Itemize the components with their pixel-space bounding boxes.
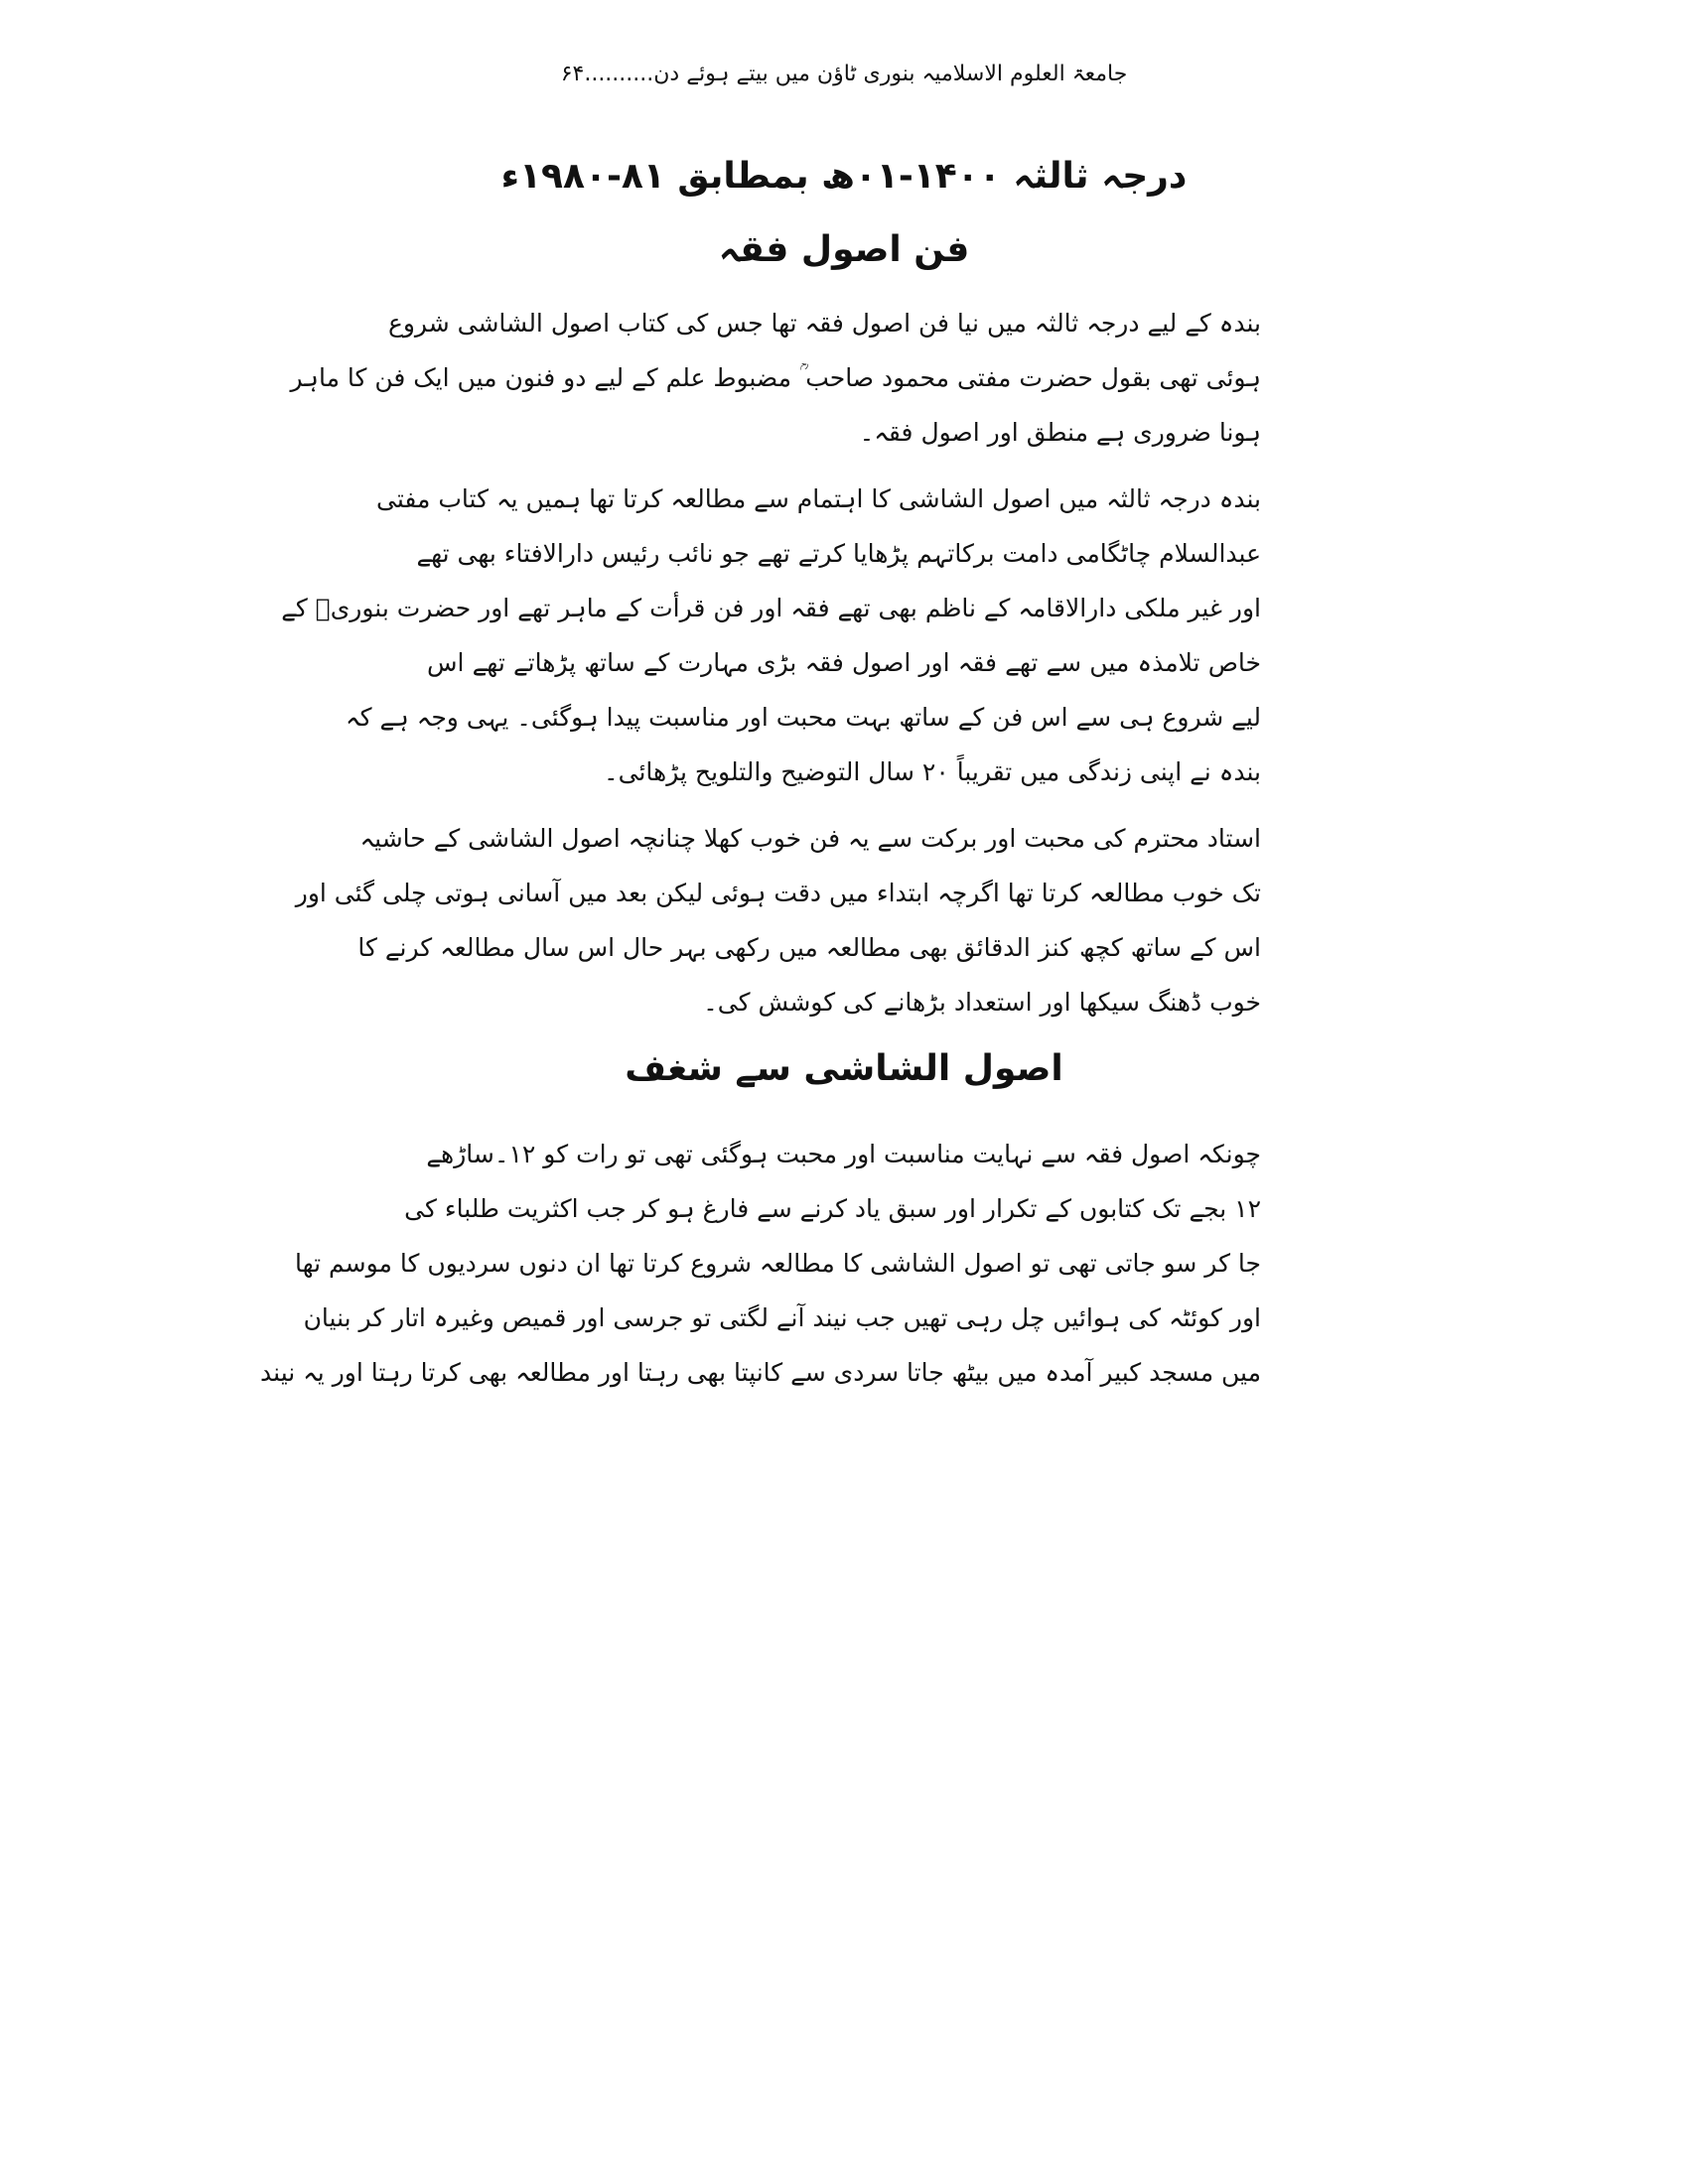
paragraph-line: ہونا ضروری ہے منطق اور اصول فقہ۔ xyxy=(859,418,1261,447)
paragraph-line: بندہ کے لیے درجہ ثالثہ میں نیا فن اصول فقہ تھا جس کی کتاب اصول الشاشی شروع xyxy=(387,309,1261,338)
paragraph-4 xyxy=(260,1127,1261,1400)
paragraph-line: میں مسجد کبیر آمدہ میں بیٹھ جاتا سردی سے کانپتا بھی رہتا اور مطالعہ بھی کرتا رہتا اور یہ نیند xyxy=(260,1358,1261,1387)
paragraph-3 xyxy=(295,811,1261,1029)
paragraph-1 xyxy=(290,296,1261,460)
paragraph-line: عبدالسلام چاٹگامی دامت برکاتہم پڑھایا کرتے تھے جو نائب رئیس دارالافتاء بھی تھے xyxy=(416,539,1261,568)
paragraph-line: جا کر سو جاتی تھی تو اصول الشاشی کا مطالعہ شروع کرتا تھا ان دنوں سردیوں کا موسم تھا xyxy=(295,1249,1261,1278)
paragraph-line: اور غیر ملکی دارالاقامہ کے ناظم بھی تھے فقہ اور فن قرأت کے ماہر تھے اور حضرت بنوریؒ کے xyxy=(281,594,1261,622)
paragraph-line: اور کوئٹہ کی ہوائیں چل رہی تھیں جب نیند آنے لگتی تو جرسی اور قمیص وغیرہ اتار کر بنیان xyxy=(303,1303,1261,1332)
paragraph-line: بندہ نے اپنی زندگی میں تقریباً ۲۰ سال التوضیح والتلویح پڑھائی۔ xyxy=(603,757,1261,786)
chapter-heading: درجہ ثالثہ ۱۴۰۰-۰۱ھ بمطابق ۸۱-۱۹۸۰ء xyxy=(500,156,1188,197)
section-heading-usul-shashi: اصول الشاشی سے شغف xyxy=(625,1048,1063,1089)
document-page xyxy=(260,55,1261,1412)
paragraph-line: خوب ڈھنگ سیکھا اور استعداد بڑھانے کی کوشش کی۔ xyxy=(703,988,1261,1017)
paragraph-line: بندہ درجہ ثالثہ میں اصول الشاشی کا اہتمام سے مطالعہ کرتا تھا ہمیں یہ کتاب مفتی xyxy=(376,484,1261,513)
paragraph-line: خاص تلامذہ میں سے تھے فقہ اور اصول فقہ بڑی مہارت کے ساتھ پڑھاتے تھے اس xyxy=(427,648,1261,677)
paragraph-line: اس کے ساتھ کچھ کنز الدقائق بھی مطالعہ میں رکھی بہر حال اس سال مطالعہ کرنے کا xyxy=(357,933,1261,962)
running-header: جامعۃ العلوم الاسلامیہ بنوری ٹاؤن میں بیتے ہوئے دن..........۶۴ xyxy=(560,62,1128,86)
paragraph-line: ۱۲ بجے تک کتابوں کے تکرار اور سبق یاد کرنے سے فارغ ہو کر جب اکثریت طلباء کی xyxy=(404,1194,1261,1223)
paragraph-line: ہوئی تھی بقول حضرت مفتی محمود صاحب ؒ مضبوط علم کے لیے دو فنون میں ایک فن کا ماہر xyxy=(290,363,1261,392)
section-heading-usul-fiqh: فن اصول فقہ xyxy=(718,229,970,270)
paragraph-line: تک خوب مطالعہ کرتا تھا اگرچہ ابتداء میں دقت ہوئی لیکن بعد میں آسانی ہوتی چلی گئی اور xyxy=(295,879,1261,907)
paragraph-2 xyxy=(281,472,1261,799)
paragraph-line: لیے شروع ہی سے اس فن کے ساتھ بہت محبت اور مناسبت پیدا ہوگئی۔ یہی وجہ ہے کہ xyxy=(345,703,1261,732)
paragraph-line: استاد محترم کی محبت اور برکت سے یہ فن خوب کھلا چنانچہ اصول الشاشی کے حاشیہ xyxy=(359,824,1261,853)
paragraph-line: چونکہ اصول فقہ سے نہایت مناسبت اور محبت ہوگئی تھی تو رات کو ۱۲۔ساڑھے xyxy=(426,1140,1261,1168)
